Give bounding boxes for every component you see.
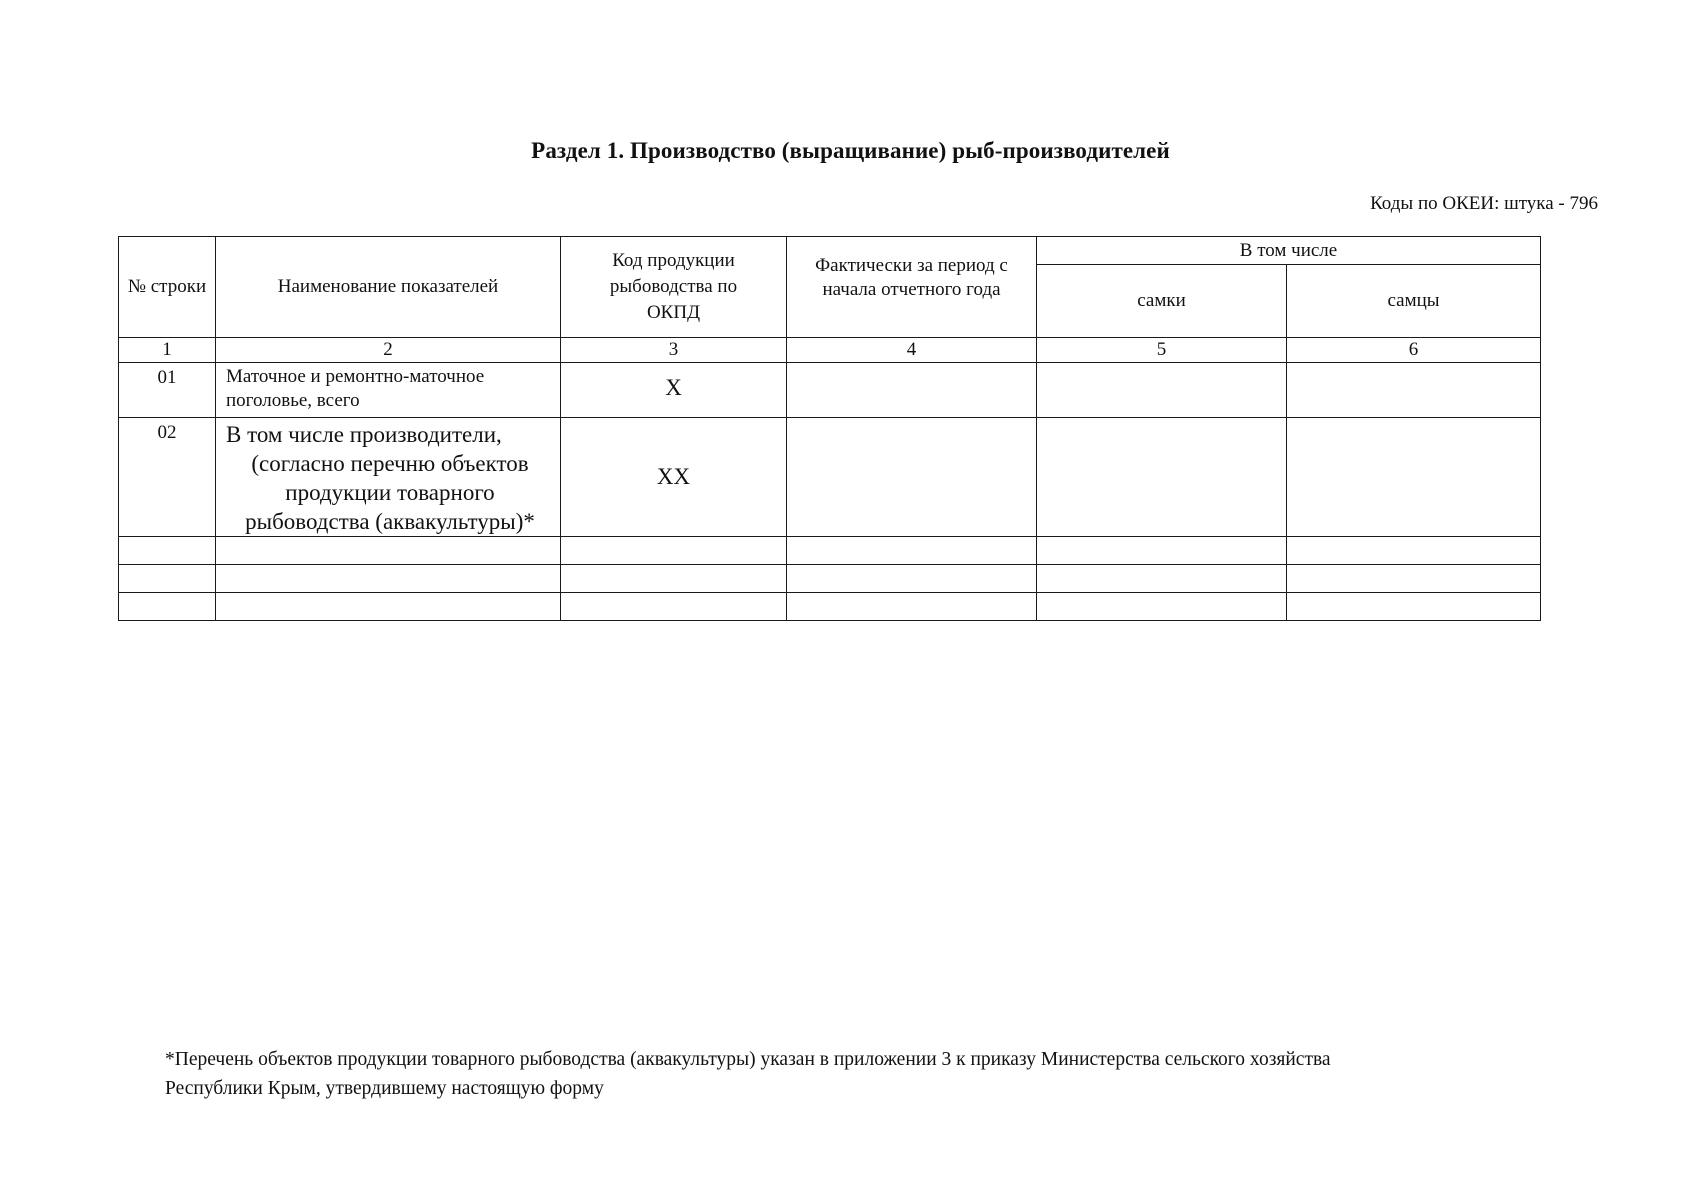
okei-code-note: Коды по ОКЕИ: штука - 796	[1370, 193, 1598, 214]
indicator-name	[216, 418, 561, 537]
header-males: самцы	[1287, 265, 1541, 338]
column-number: 6	[1287, 338, 1541, 363]
indicator-text-line: поголовье, всего	[226, 390, 360, 411]
empty-cell	[787, 537, 1037, 565]
empty-cell	[216, 593, 561, 621]
indicator-name	[216, 363, 561, 418]
empty-cell	[1287, 537, 1541, 565]
empty-table-row	[119, 565, 1541, 593]
column-number: 1	[119, 338, 216, 363]
column-number: 2	[216, 338, 561, 363]
empty-cell	[119, 565, 216, 593]
indicator-text-line: Маточное и ремонтно-маточное	[226, 366, 485, 387]
production-table	[118, 236, 1541, 621]
footnote-line: Республики Крым, утвердившему настоящую форму	[165, 1078, 604, 1099]
empty-cell	[216, 537, 561, 565]
footnote	[165, 1045, 1565, 1103]
column-number: 4	[787, 338, 1037, 363]
females-value-cell	[1037, 363, 1287, 418]
females-value-cell	[1037, 418, 1287, 537]
column-number: 5	[1037, 338, 1287, 363]
empty-cell	[561, 537, 787, 565]
header-product-code: Код продукции рыбоводства по ОКПД	[561, 237, 787, 338]
footnote-line: *Перечень объектов продукции товарного рыбоводства (аквакультуры) указан в приложении 3 к приказу Министерства сельского хозяйства	[165, 1049, 1331, 1070]
indicator-text-line: В том числе производители,	[226, 422, 502, 447]
section-title: Раздел 1. Производство (выращивание) рыб-производителей	[531, 138, 1170, 163]
empty-cell	[1037, 565, 1287, 593]
header-actual-period: Фактически за период с начала отчетного года	[787, 237, 1037, 338]
empty-cell	[561, 565, 787, 593]
line-number: 02	[119, 418, 216, 537]
header-indicator: Наименование показателей	[216, 237, 561, 338]
product-code: Х	[561, 363, 787, 418]
empty-cell	[1287, 593, 1541, 621]
empty-table-row	[119, 593, 1541, 621]
empty-cell	[561, 593, 787, 621]
empty-cell	[787, 593, 1037, 621]
column-number: 3	[561, 338, 787, 363]
empty-cell	[1037, 537, 1287, 565]
indicator-text-line: рыбоводства (аквакультуры)*	[245, 509, 535, 534]
males-value-cell	[1287, 418, 1541, 537]
column-number-row	[119, 338, 1541, 363]
empty-cell	[119, 593, 216, 621]
empty-cell	[1287, 565, 1541, 593]
header-line-no: № строки	[119, 237, 216, 338]
line-number: 01	[119, 363, 216, 418]
header-females: самки	[1037, 265, 1287, 338]
empty-cell	[216, 565, 561, 593]
empty-cell	[119, 537, 216, 565]
actual-value-cell	[787, 363, 1037, 418]
empty-table-row	[119, 537, 1541, 565]
empty-cell	[787, 565, 1037, 593]
table-row	[119, 363, 1541, 418]
product-code: ХХ	[561, 418, 787, 537]
indicator-text-line: (согласно перечню объектов	[251, 451, 529, 476]
empty-cell	[1037, 593, 1287, 621]
males-value-cell	[1287, 363, 1541, 418]
indicator-text-line: продукции товарного	[285, 480, 495, 505]
actual-value-cell	[787, 418, 1037, 537]
table-row	[119, 418, 1541, 537]
header-including: В том числе	[1037, 237, 1541, 265]
